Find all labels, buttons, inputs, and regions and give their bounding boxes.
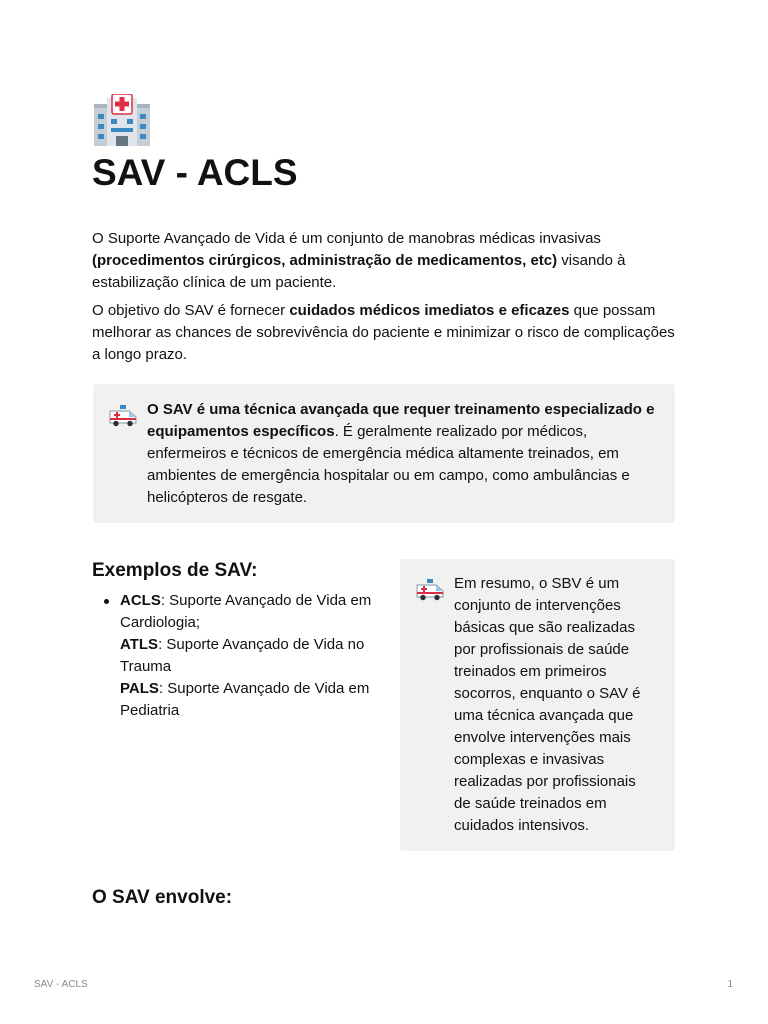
list-item: ACLS: Suporte Avançado de Vida em Cardiologia;: [120, 592, 372, 631]
list-item: PALS: Suporte Avançado de Vida em Pediatria: [120, 680, 370, 719]
page-number: 1: [727, 979, 733, 990]
summary-callout: [400, 559, 675, 851]
footer-title: SAV - ACLS: [34, 979, 88, 990]
callout-box: [93, 384, 675, 523]
ambulance-icon: [109, 403, 139, 427]
intro-paragraph-1: O Suporte Avançado de Vida é um conjunto de manobras médicas invasivas (procedimentos cirúrgicos, administração de medicamentos, etc) visando à estabilização clínica de um paciente.: [92, 230, 626, 291]
examples-heading: Exemplos de SAV:: [92, 560, 258, 581]
examples-list: [92, 590, 372, 722]
summary-text: Em resumo, o SBV é um conjunto de intervenções básicas que são realizadas por profissionais de saúde treinados em primeiros socorros, enquanto o SAV é uma técnica avançada que envolve intervenções mais complexas e invasivas realizadas por profissionais de saúde treinados em cuidados intensivos.: [454, 575, 641, 834]
callout-text: O SAV é uma técnica avançada que requer treinamento especializado e equipamentos específicos. É geralmente realizado por médicos, enfermeiros e técnicos de emergência médica altamente treinados, em ambientes de emergência hospitalar ou em campo, como ambulâncias e helicópteros de resgate.: [147, 401, 655, 506]
section-heading: O SAV envolve:: [92, 887, 233, 908]
hospital-icon: [92, 94, 152, 148]
ambulance-icon: [416, 577, 446, 601]
list-item: ATLS: Suporte Avançado de Vida no Trauma: [120, 636, 365, 675]
page-title: SAV - ACLS: [92, 152, 298, 193]
intro-paragraph-2: O objetivo do SAV é fornecer cuidados médicos imediatos e eficazes que possam melhorar as chances de sobrevivência do paciente e minimizar o risco de complicações a longo prazo.: [92, 302, 675, 363]
